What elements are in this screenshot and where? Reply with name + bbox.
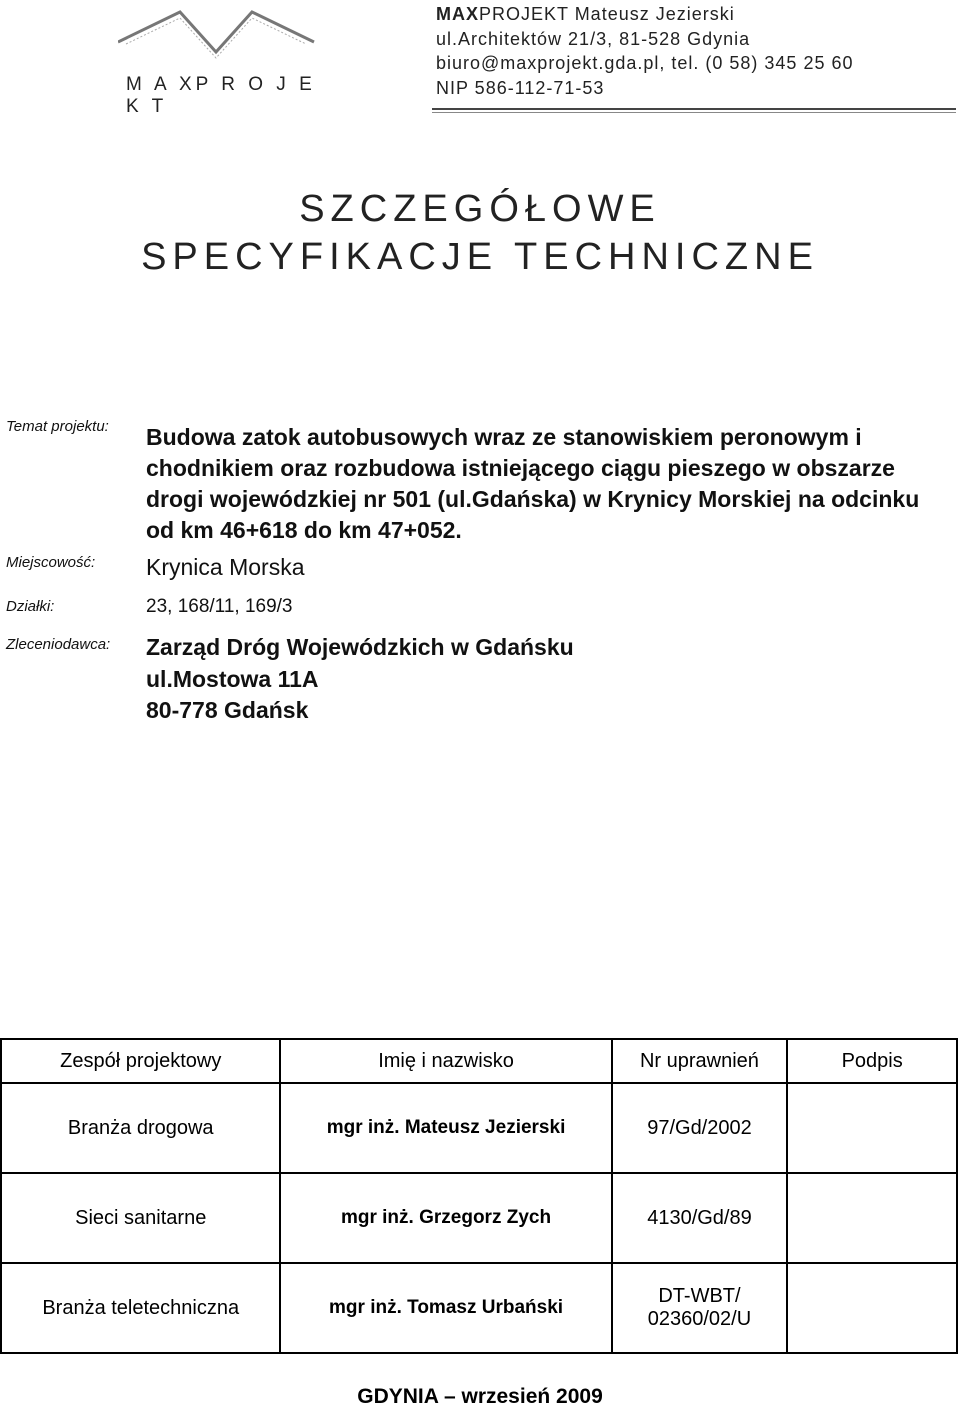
client-street: ul.Mostowa 11A [146, 666, 319, 692]
table-row [1, 1173, 957, 1263]
plots-value: 23, 168/11, 169/3 [146, 596, 293, 617]
designer-name-cell: mgr inż. Tomasz Urbański [280, 1263, 611, 1353]
document-title-line2: SPECYFIKACJE TECHNICZNE [141, 236, 819, 278]
license-line2: 02360/02/U [647, 1308, 752, 1330]
topic-label: Temat projektu: [6, 418, 109, 435]
table-row [1, 1083, 957, 1173]
header-divider-thin [432, 112, 956, 113]
header-cell: Imię i nazwisko [280, 1039, 611, 1083]
table-row [1, 1263, 957, 1353]
company-info [436, 2, 854, 100]
license-cell: 4130/Gd/89 [612, 1173, 788, 1263]
place-date-footer: GDYNIA – wrzesień 2009 [357, 1385, 603, 1408]
license-line1: DT-WBT/ [658, 1285, 741, 1307]
place-value: Krynica Morska [146, 554, 305, 580]
client-label: Zleceniodawca: [6, 636, 111, 653]
signature-cell [787, 1263, 957, 1353]
signature-cell [787, 1173, 957, 1263]
license-cell: 97/Gd/2002 [612, 1083, 788, 1173]
plots-label: Działki: [6, 598, 55, 615]
team-table [0, 1038, 958, 1354]
topic-value: Budowa zatok autobusowych wraz ze stanowiskiem peronowym i chodnikiem oraz rozbudowa istniejącego ciągu pieszego w obszarze drogi wojewódzkiej nr 501 (ul.Gdańska) w Krynicy Morskiej na odcinku od km 46+618 do km 47+052. [146, 424, 920, 543]
document-title-line1: SZCZEGÓŁOWE [299, 188, 661, 230]
header-cell: Nr uprawnień [612, 1039, 788, 1083]
header-cell: Podpis [787, 1039, 957, 1083]
header-divider [432, 108, 956, 110]
header-cell: Zespół projektowy [1, 1039, 280, 1083]
designer-name-cell: mgr inż. Mateusz Jezierski [280, 1083, 611, 1173]
logo-roof-icon [118, 8, 318, 68]
client-city: 80-778 Gdańsk [146, 697, 309, 723]
designer-name-cell: mgr inż. Grzegorz Zych [280, 1173, 611, 1263]
company-contact: biuro@maxprojekt.gda.pl, tel. (0 58) 345 25 60 [436, 53, 854, 73]
table-header-row [1, 1039, 957, 1083]
branch-cell: Branża teletechniczna [1, 1263, 280, 1353]
place-label: Miejscowość: [6, 554, 96, 571]
branch-cell: Sieci sanitarne [1, 1173, 280, 1263]
signature-cell [787, 1083, 957, 1173]
company-name: MAXPROJEKT Mateusz Jezierski [436, 4, 735, 24]
company-nip: NIP 586-112-71-53 [436, 77, 605, 98]
company-address: ul.Architektów 21/3, 81-528 Gdynia [436, 28, 751, 49]
client-name: Zarząd Dróg Wojewódzkich w Gdańsku [146, 634, 574, 660]
license-cell [612, 1263, 788, 1353]
company-logo [118, 8, 318, 117]
branch-cell: Branża drogowa [1, 1083, 280, 1173]
logo-wordmark: M A XP R O J E K T [126, 74, 316, 117]
